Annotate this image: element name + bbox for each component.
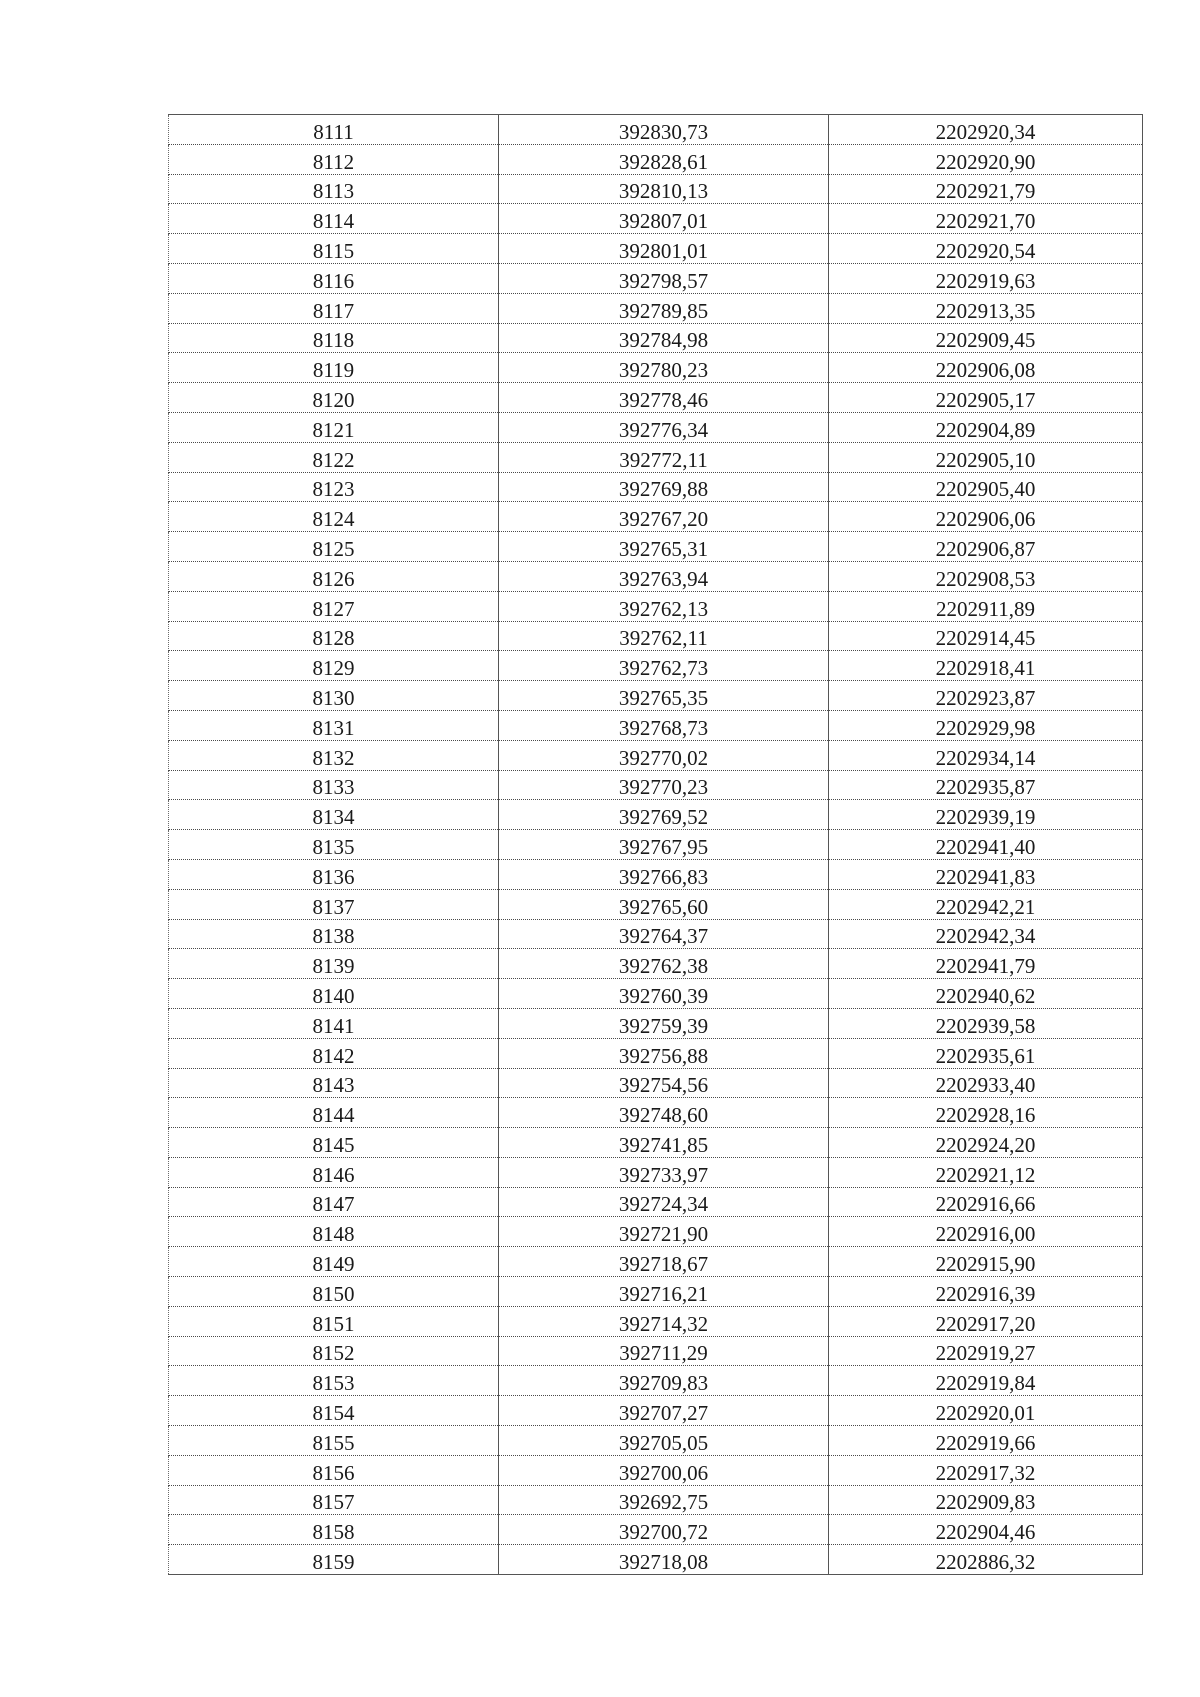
table-row [169, 1277, 1143, 1307]
y-coordinate-cell: 2202905,10 [829, 442, 1143, 472]
point-number-cell: 8114 [169, 204, 499, 234]
y-coordinate-cell: 2202939,58 [829, 1008, 1143, 1038]
x-coordinate-cell: 392707,27 [499, 1396, 829, 1426]
point-number-cell: 8131 [169, 710, 499, 740]
x-coordinate-cell: 392709,83 [499, 1366, 829, 1396]
x-coordinate-cell: 392714,32 [499, 1306, 829, 1336]
y-coordinate-cell: 2202908,53 [829, 561, 1143, 591]
x-coordinate-cell: 392705,05 [499, 1426, 829, 1456]
point-number-cell: 8156 [169, 1455, 499, 1485]
table-row [169, 1247, 1143, 1277]
x-coordinate-cell: 392770,23 [499, 770, 829, 800]
y-coordinate-cell: 2202919,84 [829, 1366, 1143, 1396]
point-number-cell: 8116 [169, 263, 499, 293]
y-coordinate-cell: 2202915,90 [829, 1247, 1143, 1277]
y-coordinate-cell: 2202917,32 [829, 1455, 1143, 1485]
table-row [169, 1008, 1143, 1038]
point-number-cell: 8122 [169, 442, 499, 472]
x-coordinate-cell: 392830,73 [499, 115, 829, 145]
y-coordinate-cell: 2202911,89 [829, 591, 1143, 621]
point-number-cell: 8124 [169, 502, 499, 532]
table-row [169, 1306, 1143, 1336]
table-row [169, 1485, 1143, 1515]
x-coordinate-cell: 392760,39 [499, 979, 829, 1009]
y-coordinate-cell: 2202905,40 [829, 472, 1143, 502]
table-row [169, 383, 1143, 413]
x-coordinate-cell: 392759,39 [499, 1008, 829, 1038]
point-number-cell: 8126 [169, 561, 499, 591]
x-coordinate-cell: 392769,52 [499, 800, 829, 830]
point-number-cell: 8117 [169, 293, 499, 323]
point-number-cell: 8148 [169, 1217, 499, 1247]
table-row [169, 532, 1143, 562]
x-coordinate-cell: 392807,01 [499, 204, 829, 234]
point-number-cell: 8127 [169, 591, 499, 621]
y-coordinate-cell: 2202916,39 [829, 1277, 1143, 1307]
point-number-cell: 8133 [169, 770, 499, 800]
y-coordinate-cell: 2202920,34 [829, 115, 1143, 145]
table-row [169, 1187, 1143, 1217]
point-number-cell: 8139 [169, 949, 499, 979]
point-number-cell: 8140 [169, 979, 499, 1009]
x-coordinate-cell: 392718,67 [499, 1247, 829, 1277]
y-coordinate-cell: 2202916,66 [829, 1187, 1143, 1217]
table-row [169, 1128, 1143, 1158]
table-row [169, 1068, 1143, 1098]
y-coordinate-cell: 2202920,90 [829, 144, 1143, 174]
point-number-cell: 8150 [169, 1277, 499, 1307]
coordinates-table [168, 114, 1143, 1575]
y-coordinate-cell: 2202909,83 [829, 1485, 1143, 1515]
point-number-cell: 8119 [169, 353, 499, 383]
y-coordinate-cell: 2202921,79 [829, 174, 1143, 204]
x-coordinate-cell: 392716,21 [499, 1277, 829, 1307]
table-row [169, 830, 1143, 860]
y-coordinate-cell: 2202904,89 [829, 412, 1143, 442]
point-number-cell: 8147 [169, 1187, 499, 1217]
x-coordinate-cell: 392724,34 [499, 1187, 829, 1217]
table-row [169, 472, 1143, 502]
x-coordinate-cell: 392767,95 [499, 830, 829, 860]
y-coordinate-cell: 2202942,34 [829, 919, 1143, 949]
point-number-cell: 8112 [169, 144, 499, 174]
point-number-cell: 8145 [169, 1128, 499, 1158]
y-coordinate-cell: 2202920,01 [829, 1396, 1143, 1426]
table-row [169, 1515, 1143, 1545]
x-coordinate-cell: 392767,20 [499, 502, 829, 532]
table-row [169, 561, 1143, 591]
table-row [169, 979, 1143, 1009]
point-number-cell: 8151 [169, 1306, 499, 1336]
y-coordinate-cell: 2202924,20 [829, 1128, 1143, 1158]
table-row [169, 889, 1143, 919]
y-coordinate-cell: 2202914,45 [829, 621, 1143, 651]
point-number-cell: 8157 [169, 1485, 499, 1515]
point-number-cell: 8130 [169, 681, 499, 711]
point-number-cell: 8142 [169, 1038, 499, 1068]
table-row [169, 651, 1143, 681]
y-coordinate-cell: 2202935,61 [829, 1038, 1143, 1068]
x-coordinate-cell: 392718,08 [499, 1545, 829, 1575]
point-number-cell: 8153 [169, 1366, 499, 1396]
point-number-cell: 8121 [169, 412, 499, 442]
y-coordinate-cell: 2202906,06 [829, 502, 1143, 532]
point-number-cell: 8120 [169, 383, 499, 413]
y-coordinate-cell: 2202921,70 [829, 204, 1143, 234]
point-number-cell: 8138 [169, 919, 499, 949]
x-coordinate-cell: 392764,37 [499, 919, 829, 949]
point-number-cell: 8111 [169, 115, 499, 145]
y-coordinate-cell: 2202886,32 [829, 1545, 1143, 1575]
table-row [169, 710, 1143, 740]
point-number-cell: 8152 [169, 1336, 499, 1366]
table-row [169, 204, 1143, 234]
x-coordinate-cell: 392763,94 [499, 561, 829, 591]
x-coordinate-cell: 392766,83 [499, 859, 829, 889]
x-coordinate-cell: 392756,88 [499, 1038, 829, 1068]
y-coordinate-cell: 2202919,63 [829, 263, 1143, 293]
point-number-cell: 8155 [169, 1426, 499, 1456]
y-coordinate-cell: 2202913,35 [829, 293, 1143, 323]
point-number-cell: 8159 [169, 1545, 499, 1575]
table-row [169, 770, 1143, 800]
point-number-cell: 8113 [169, 174, 499, 204]
table-row [169, 949, 1143, 979]
y-coordinate-cell: 2202917,20 [829, 1306, 1143, 1336]
x-coordinate-cell: 392711,29 [499, 1336, 829, 1366]
y-coordinate-cell: 2202928,16 [829, 1098, 1143, 1128]
table-row [169, 144, 1143, 174]
table-row [169, 353, 1143, 383]
table-row [169, 115, 1143, 145]
x-coordinate-cell: 392692,75 [499, 1485, 829, 1515]
x-coordinate-cell: 392801,01 [499, 234, 829, 264]
table-row [169, 502, 1143, 532]
x-coordinate-cell: 392770,02 [499, 740, 829, 770]
table-row [169, 1455, 1143, 1485]
y-coordinate-cell: 2202941,83 [829, 859, 1143, 889]
table-row [169, 412, 1143, 442]
x-coordinate-cell: 392776,34 [499, 412, 829, 442]
y-coordinate-cell: 2202921,12 [829, 1157, 1143, 1187]
y-coordinate-cell: 2202935,87 [829, 770, 1143, 800]
y-coordinate-cell: 2202906,08 [829, 353, 1143, 383]
table-row [169, 859, 1143, 889]
point-number-cell: 8123 [169, 472, 499, 502]
x-coordinate-cell: 392762,13 [499, 591, 829, 621]
point-number-cell: 8128 [169, 621, 499, 651]
table-row [169, 1038, 1143, 1068]
y-coordinate-cell: 2202919,66 [829, 1426, 1143, 1456]
x-coordinate-cell: 392762,38 [499, 949, 829, 979]
table-row [169, 442, 1143, 472]
x-coordinate-cell: 392762,11 [499, 621, 829, 651]
table-row [169, 293, 1143, 323]
x-coordinate-cell: 392772,11 [499, 442, 829, 472]
x-coordinate-cell: 392778,46 [499, 383, 829, 413]
point-number-cell: 8132 [169, 740, 499, 770]
point-number-cell: 8135 [169, 830, 499, 860]
x-coordinate-cell: 392700,06 [499, 1455, 829, 1485]
coordinates-table-body [169, 115, 1143, 1575]
y-coordinate-cell: 2202916,00 [829, 1217, 1143, 1247]
y-coordinate-cell: 2202905,17 [829, 383, 1143, 413]
table-row [169, 263, 1143, 293]
table-row [169, 591, 1143, 621]
y-coordinate-cell: 2202920,54 [829, 234, 1143, 264]
point-number-cell: 8125 [169, 532, 499, 562]
x-coordinate-cell: 392700,72 [499, 1515, 829, 1545]
table-row [169, 1098, 1143, 1128]
y-coordinate-cell: 2202942,21 [829, 889, 1143, 919]
table-row [169, 621, 1143, 651]
point-number-cell: 8149 [169, 1247, 499, 1277]
y-coordinate-cell: 2202909,45 [829, 323, 1143, 353]
point-number-cell: 8115 [169, 234, 499, 264]
x-coordinate-cell: 392741,85 [499, 1128, 829, 1158]
x-coordinate-cell: 392768,73 [499, 710, 829, 740]
x-coordinate-cell: 392798,57 [499, 263, 829, 293]
x-coordinate-cell: 392810,13 [499, 174, 829, 204]
point-number-cell: 8129 [169, 651, 499, 681]
point-number-cell: 8134 [169, 800, 499, 830]
table-row [169, 919, 1143, 949]
y-coordinate-cell: 2202933,40 [829, 1068, 1143, 1098]
y-coordinate-cell: 2202906,87 [829, 532, 1143, 562]
x-coordinate-cell: 392789,85 [499, 293, 829, 323]
table-row [169, 1545, 1143, 1575]
point-number-cell: 8144 [169, 1098, 499, 1128]
point-number-cell: 8141 [169, 1008, 499, 1038]
table-row [169, 681, 1143, 711]
x-coordinate-cell: 392784,98 [499, 323, 829, 353]
x-coordinate-cell: 392828,61 [499, 144, 829, 174]
x-coordinate-cell: 392733,97 [499, 1157, 829, 1187]
x-coordinate-cell: 392762,73 [499, 651, 829, 681]
point-number-cell: 8146 [169, 1157, 499, 1187]
x-coordinate-cell: 392765,60 [499, 889, 829, 919]
y-coordinate-cell: 2202919,27 [829, 1336, 1143, 1366]
point-number-cell: 8154 [169, 1396, 499, 1426]
point-number-cell: 8137 [169, 889, 499, 919]
table-row [169, 740, 1143, 770]
y-coordinate-cell: 2202923,87 [829, 681, 1143, 711]
table-row [169, 1396, 1143, 1426]
point-number-cell: 8158 [169, 1515, 499, 1545]
y-coordinate-cell: 2202940,62 [829, 979, 1143, 1009]
table-row [169, 234, 1143, 264]
table-row [169, 174, 1143, 204]
y-coordinate-cell: 2202904,46 [829, 1515, 1143, 1545]
point-number-cell: 8118 [169, 323, 499, 353]
y-coordinate-cell: 2202941,79 [829, 949, 1143, 979]
x-coordinate-cell: 392765,35 [499, 681, 829, 711]
point-number-cell: 8143 [169, 1068, 499, 1098]
y-coordinate-cell: 2202941,40 [829, 830, 1143, 860]
x-coordinate-cell: 392780,23 [499, 353, 829, 383]
y-coordinate-cell: 2202918,41 [829, 651, 1143, 681]
point-number-cell: 8136 [169, 859, 499, 889]
table-row [169, 1426, 1143, 1456]
y-coordinate-cell: 2202939,19 [829, 800, 1143, 830]
x-coordinate-cell: 392748,60 [499, 1098, 829, 1128]
x-coordinate-cell: 392765,31 [499, 532, 829, 562]
y-coordinate-cell: 2202934,14 [829, 740, 1143, 770]
table-row [169, 1157, 1143, 1187]
table-row [169, 1336, 1143, 1366]
x-coordinate-cell: 392754,56 [499, 1068, 829, 1098]
table-row [169, 1366, 1143, 1396]
x-coordinate-cell: 392721,90 [499, 1217, 829, 1247]
table-row [169, 800, 1143, 830]
y-coordinate-cell: 2202929,98 [829, 710, 1143, 740]
table-row [169, 1217, 1143, 1247]
x-coordinate-cell: 392769,88 [499, 472, 829, 502]
table-row [169, 323, 1143, 353]
